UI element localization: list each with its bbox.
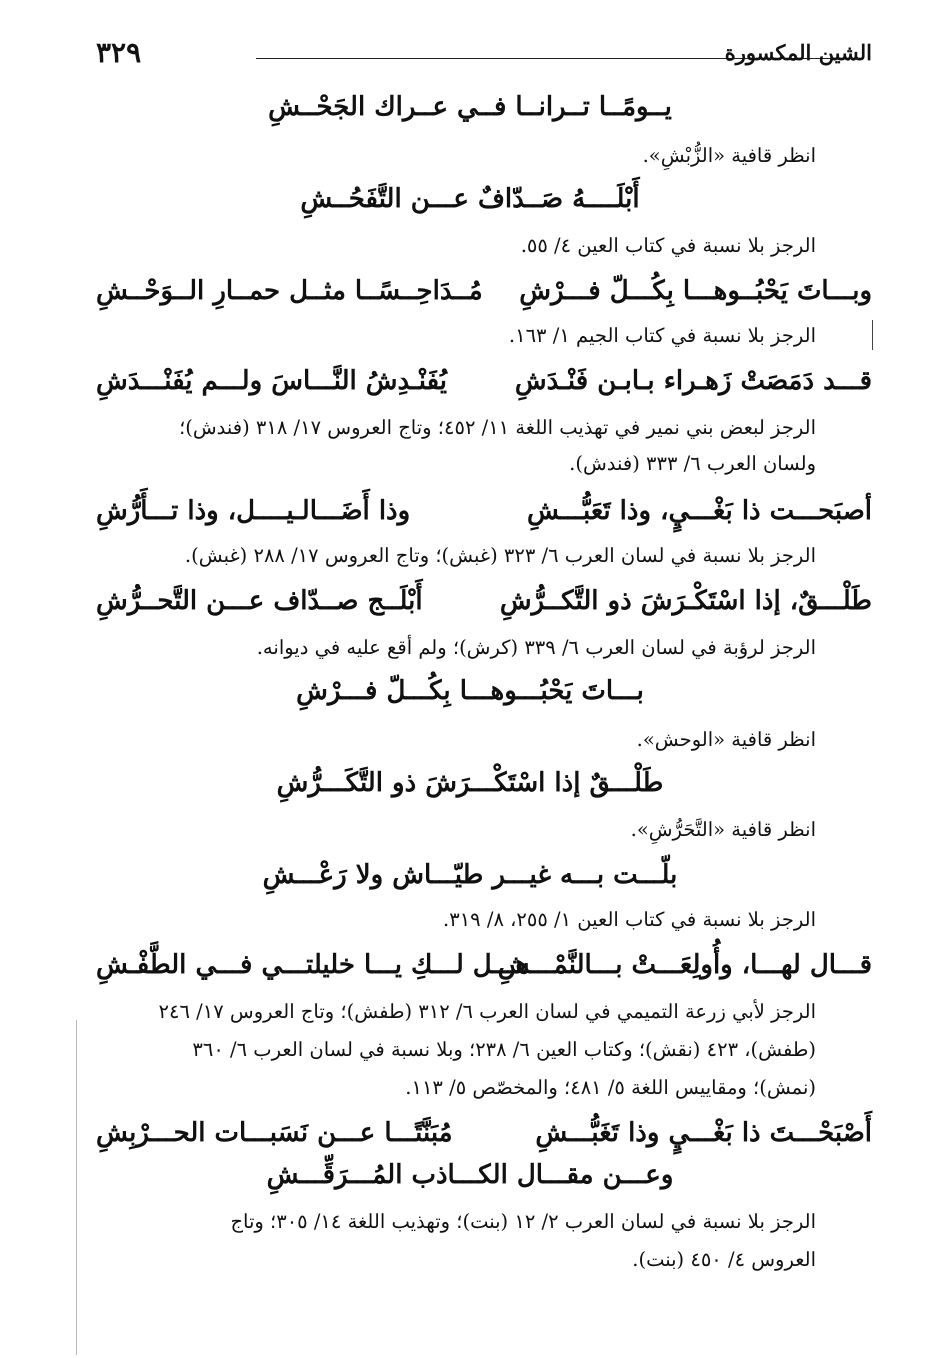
- note-10-line-3: (نمش)؛ ومقاييس اللغة ٥/ ٤٨١؛ والمخصّص ٥/ ١١٣.: [405, 1076, 816, 1099]
- note-11-line-2: العروس ٤/ ٤٥٠ (بنت).: [632, 1248, 816, 1271]
- note-9: الرجز بلا نسبة في كتاب العين ١/ ٢٥٥، ٨/ ٣١٩.: [443, 908, 816, 931]
- verse-9: بلّـــت بـــه غيـــر طيّـــاش ولا رَعْـــشِ: [262, 860, 678, 890]
- note-8: انظر قافية «التَّحَرُّشِ».: [630, 818, 816, 841]
- note-2: الرجز بلا نسبة في كتاب العين ٤/ ٥٥.: [520, 234, 816, 257]
- note-4-line-1: الرجز لبعض بني نمير في تهذيب اللغة ١١/ ٤٥٢؛ وتاج العروس ١٧/ ٣١٨ (فندش)؛: [179, 416, 816, 439]
- verse-3-first-hemistich: وبـــاتَ يَحْبُــوهـــا بِكُـــلّ فـــرْشِ: [519, 276, 872, 306]
- note-1: انظر قافية «الزُّبْشِ».: [642, 144, 816, 167]
- note-11-line-1: الرجز بلا نسبة في لسان العرب ٢/ ١٢ (بنت)؛ وتهذيب اللغة ١٤/ ٣٠٥؛ وتاج: [230, 1210, 816, 1233]
- note-6: الرجز لرؤبة في لسان العرب ٦/ ٣٣٩ (كرش)؛ ولم أقع عليه في ديوانه.: [256, 636, 816, 659]
- page-header: [96, 36, 872, 76]
- margin-mark: [872, 320, 873, 350]
- note-10-line-2: (طفش)، ٤٢٣ (نقش)؛ وكتاب العين ٦/ ٢٣٨؛ وبلا نسبة في لسان العرب ٦/ ٣٦٠: [192, 1038, 816, 1061]
- verse-5-second-hemistich: وذا أَضَـــالـيــــل، وذا تـــأَرُّشِ: [96, 496, 411, 526]
- verse-4-first-hemistich: قـــد دَمَصَتْ زَهـراء بـابـن فَنْـدَشِ: [514, 366, 872, 396]
- verse-1: يــومًــا تــرانــا فــي عــراك الجَحْــشِ: [268, 92, 672, 122]
- page-number: ٣٢٩: [96, 36, 142, 69]
- verse-10-second-hemistich: هـــل لـــكِ يـــا خليلتـــي فـــي الطَّفْـشِ: [96, 950, 530, 980]
- note-7: انظر قافية «الوحش».: [636, 728, 816, 751]
- verse-5-first-hemistich: أصبَحـــت ذا بَغْـــيٍ، وذا تَعَبُّـــشِ: [527, 496, 872, 526]
- verse-6-second-hemistich: أَبْلَــج صــدّاف عـــن التَّحــرُّشِ: [96, 586, 423, 616]
- verse-8: طَلْـــقٌ إذا اسْتَكْـــرَشَ ذو التَّكَـــرُّشِ: [276, 768, 664, 798]
- note-5: الرجز بلا نسبة في لسان العرب ٦/ ٣٢٣ (غبش)؛ وتاج العروس ١٧/ ٢٨٨ (غبش).: [184, 544, 816, 567]
- verse-2: أَبْلَــــهُ صَــدّافٌ عـــن التَّفَحُــشِ: [300, 184, 640, 214]
- note-10-line-1: الرجز لأبي زرعة التميمي في لسان العرب ٦/ ٣١٢ (طفش)؛ وتاج العروس ١٧/ ٢٤٦: [158, 1000, 816, 1023]
- verse-11-second-hemistich: مُبَنَّتًـــا عـــن نَسَبـــات الحـــرْبِشِ: [96, 1118, 453, 1148]
- chapter-title: الشين المكسورة: [724, 40, 872, 65]
- note-3: الرجز بلا نسبة في كتاب الجيم ١/ ١٦٣.: [508, 324, 816, 347]
- verse-11-first-hemistich: أَصْبَحْـــتَ ذا بَغْـــيٍ وذا تَغَبُّـــشِ: [535, 1118, 872, 1148]
- verse-11-continuation: وعـــن مقـــال الكـــاذب المُـــرَقِّـــشِ: [266, 1160, 674, 1190]
- verse-6-first-hemistich: طَلْـــقٌ، إذا اسْتَكْـرَشَ ذو التَّكــرُّشِ: [499, 586, 872, 616]
- verse-7: بـــاتَ يَحْبُـــوهـــا بِكُـــلّ فـــرْشِ: [296, 676, 644, 706]
- note-4-line-2: ولسان العرب ٦/ ٣٣٣ (فندش).: [569, 452, 816, 475]
- verse-3-second-hemistich: مُــدَاحِــسًــا مثــل حمــارِ الــوَحْــشِ: [96, 276, 483, 306]
- verse-10-first-hemistich: قـــال لهـــا، وأُولِعَـــتْ بـــالنَّمْـــشِ: [497, 950, 872, 980]
- verse-4-second-hemistich: يُفَنْـدِشُ النَّـــاسَ ولـــم يُفَنْـــدَشِ: [96, 366, 447, 396]
